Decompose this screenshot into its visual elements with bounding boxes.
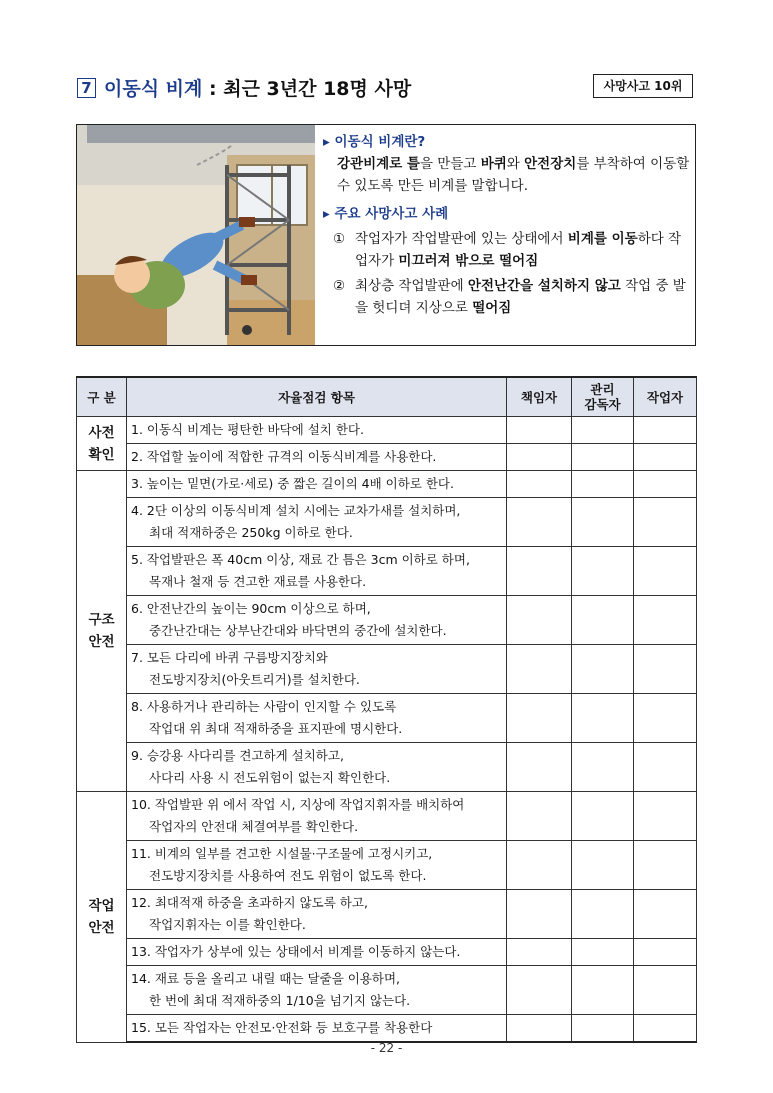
check-item-line: 13. 작업자가 상부에 있는 상태에서 비계를 이동하지 않는다. <box>131 944 461 959</box>
worker-check-cell[interactable] <box>634 890 697 939</box>
checklist-body <box>77 417 697 1043</box>
worker-check-cell[interactable] <box>634 792 697 841</box>
check-item-continuation: 전도방지장치(아웃트리거)를 설치한다. <box>149 672 360 687</box>
owner-check-cell[interactable] <box>507 743 572 792</box>
accident-case-1 <box>323 228 693 272</box>
check-item <box>127 471 507 498</box>
owner-check-cell[interactable] <box>507 547 572 596</box>
check-item-continuation: 사다리 사용 시 전도위험이 없는지 확인한다. <box>149 770 391 785</box>
definition-text-2: 와 <box>506 156 525 172</box>
table-row <box>77 743 697 792</box>
table-row <box>77 471 697 498</box>
check-item-continuation: 목재나 철재 등 견고한 재료를 사용한다. <box>149 574 367 589</box>
manager-check-cell[interactable] <box>572 547 634 596</box>
case-1-bold-2: 미끄러져 밖으로 떨어짐 <box>398 253 539 269</box>
check-item-continuation: 전도방지장치를 사용하여 전도 위험이 없도록 한다. <box>149 868 427 883</box>
manager-check-cell[interactable] <box>572 890 634 939</box>
worker-check-cell[interactable] <box>634 444 697 471</box>
check-item <box>127 596 507 645</box>
check-item-continuation: 한 번에 최대 적재하중의 1/10을 넘기지 않는다. <box>149 993 411 1008</box>
check-item <box>127 939 507 966</box>
manager-check-cell[interactable] <box>572 596 634 645</box>
check-item <box>127 547 507 596</box>
accident-case-2 <box>323 275 693 319</box>
check-item-line: 7. 모든 다리에 바퀴 구름방지장치와 <box>131 650 328 665</box>
table-row <box>77 596 697 645</box>
manager-check-cell[interactable] <box>572 471 634 498</box>
case-1-text-2: 하다 작업자가 <box>355 231 682 269</box>
check-item <box>127 694 507 743</box>
check-item-continuation: 작업자의 안전대 체결여부를 확인한다. <box>149 819 359 834</box>
owner-check-cell[interactable] <box>507 694 572 743</box>
header-category: 구 분 <box>77 377 127 417</box>
definition-heading: ▸ 이동식 비계란? <box>323 134 426 150</box>
page-title <box>104 74 411 101</box>
header-owner: 책임자 <box>507 377 572 417</box>
check-item-line: 2. 작업할 높이에 적합한 규격의 이동식비계를 사용한다. <box>131 449 437 464</box>
check-item-line: 3. 높이는 밑면(가로·세로) 중 짧은 길이의 4배 이하로 한다. <box>131 476 454 491</box>
manager-check-cell[interactable] <box>572 498 634 547</box>
manager-check-cell[interactable] <box>572 444 634 471</box>
worker-check-cell[interactable] <box>634 841 697 890</box>
header-item: 자율점검 항목 <box>127 377 507 417</box>
scaffold-fall-illustration <box>77 125 315 345</box>
owner-check-cell[interactable] <box>507 966 572 1015</box>
check-item-continuation: 중간난간대는 상부난간대와 바닥면의 중간에 설치한다. <box>149 623 447 638</box>
worker-check-cell[interactable] <box>634 694 697 743</box>
table-row <box>77 417 697 444</box>
page-number: - 22 - <box>370 1041 403 1055</box>
owner-check-cell[interactable] <box>507 471 572 498</box>
category-cell: 사전 확인 <box>77 417 127 471</box>
manager-check-cell[interactable] <box>572 939 634 966</box>
worker-check-cell[interactable] <box>634 498 697 547</box>
check-item-line: 15. 모든 작업자는 안전모·안전화 등 보호구를 착용한다 <box>131 1020 433 1035</box>
title-main: 이동식 비계 <box>104 78 203 100</box>
case-1-marker: ① <box>333 231 346 247</box>
table-row <box>77 792 697 841</box>
definition-bold-3: 안전장치 <box>524 156 577 172</box>
info-box <box>76 124 696 346</box>
manager-check-cell[interactable] <box>572 841 634 890</box>
check-item <box>127 1015 507 1043</box>
check-item <box>127 890 507 939</box>
check-item <box>127 417 507 444</box>
info-text-panel <box>323 129 693 319</box>
title-number-box: 7 <box>77 78 96 98</box>
definition-heading-text: 이동식 비계란? <box>334 134 426 150</box>
owner-check-cell[interactable] <box>507 890 572 939</box>
owner-check-cell[interactable] <box>507 645 572 694</box>
check-item-continuation: 최대 적재하중은 250kg 이하로 한다. <box>149 525 353 540</box>
table-row <box>77 498 697 547</box>
owner-check-cell[interactable] <box>507 792 572 841</box>
owner-check-cell[interactable] <box>507 417 572 444</box>
header-worker: 작업자 <box>634 377 697 417</box>
table-row <box>77 547 697 596</box>
check-item <box>127 743 507 792</box>
table-row <box>77 645 697 694</box>
check-item <box>127 841 507 890</box>
definition-bold-2: 바퀴 <box>480 156 507 172</box>
worker-check-cell[interactable] <box>634 939 697 966</box>
worker-check-cell[interactable] <box>634 645 697 694</box>
worker-check-cell[interactable] <box>634 966 697 1015</box>
check-item-line: 1. 이동식 비계는 평탄한 바닥에 설치 한다. <box>131 422 364 437</box>
manager-check-cell[interactable] <box>572 1015 634 1043</box>
check-item <box>127 966 507 1015</box>
worker-check-cell[interactable] <box>634 417 697 444</box>
worker-check-cell[interactable] <box>634 596 697 645</box>
case-2-bold-1: 안전난간을 설치하지 않고 <box>467 278 621 294</box>
table-row <box>77 966 697 1015</box>
check-item-line: 14. 재료 등을 올리고 내릴 때는 달줄을 이용하며, <box>131 971 401 986</box>
owner-check-cell[interactable] <box>507 1015 572 1043</box>
table-row <box>77 841 697 890</box>
check-item-line: 4. 2단 이상의 이동식비계 설치 시에는 교차가새를 설치하며, <box>131 503 461 518</box>
case-2-bold-2: 떨어짐 <box>472 300 512 316</box>
definition-bold-1: 강관비계로 틀 <box>337 156 420 172</box>
accident-cases-heading: ▸ 주요 사망사고 사례 <box>323 206 449 222</box>
check-item-continuation: 작업대 위 최대 적재하중을 표지판에 명시한다. <box>149 721 403 736</box>
manager-check-cell[interactable] <box>572 645 634 694</box>
manager-check-cell[interactable] <box>572 417 634 444</box>
owner-check-cell[interactable] <box>507 498 572 547</box>
owner-check-cell[interactable] <box>507 939 572 966</box>
table-row <box>77 890 697 939</box>
case-1-bold-1: 비계를 이동 <box>567 231 638 247</box>
owner-check-cell[interactable] <box>507 444 572 471</box>
check-item <box>127 444 507 471</box>
case-1-text-1: 작업자가 작업발판에 있는 상태에서 <box>355 231 568 247</box>
check-item-line: 12. 최대적재 하중을 초과하지 않도록 하고, <box>131 895 368 910</box>
table-row <box>77 1015 697 1043</box>
definition-text <box>323 153 693 197</box>
manager-check-cell[interactable] <box>572 743 634 792</box>
checklist-header-row <box>77 377 697 417</box>
owner-check-cell[interactable] <box>507 841 572 890</box>
accident-cases-heading-text: 주요 사망사고 사례 <box>334 206 449 222</box>
checklist-table <box>76 376 697 1043</box>
death-rank-badge: 사망사고 10위 <box>593 74 693 98</box>
check-item-line: 9. 승강용 사다리를 견고하게 설치하고, <box>131 748 344 763</box>
title-subtitle: : 최근 3년간 18명 사망 <box>202 78 412 100</box>
table-row <box>77 444 697 471</box>
case-2-text-1: 최상층 작업발판에 <box>355 278 468 294</box>
check-item-line: 10. 작업발판 위 에서 작업 시, 지상에 작업지휘자를 배치하여 <box>131 797 465 812</box>
check-item <box>127 792 507 841</box>
check-item <box>127 498 507 547</box>
case-2-marker: ② <box>333 278 346 294</box>
case-2-text-2: 작업 중 발을 헛디뎌 지상으로 <box>355 278 686 316</box>
check-item <box>127 645 507 694</box>
check-item-line: 8. 사용하거나 관리하는 사람이 인지할 수 있도록 <box>131 699 397 714</box>
worker-check-cell[interactable] <box>634 471 697 498</box>
worker-check-cell[interactable] <box>634 547 697 596</box>
worker-check-cell[interactable] <box>634 1015 697 1043</box>
check-item-line: 6. 안전난간의 높이는 90cm 이상으로 하며, <box>131 601 371 616</box>
table-row <box>77 694 697 743</box>
category-cell: 구조 안전 <box>77 471 127 792</box>
manager-check-cell[interactable] <box>572 792 634 841</box>
definition-text-3: 를 부착하여 이동할 수 있도록 만든 비계를 말합니다. <box>337 156 690 194</box>
check-item-continuation: 작업지휘자는 이를 확인한다. <box>149 917 306 932</box>
owner-check-cell[interactable] <box>507 596 572 645</box>
definition-text-1: 을 만들고 <box>419 156 481 172</box>
category-cell: 작업 안전 <box>77 792 127 1043</box>
manager-check-cell[interactable] <box>572 694 634 743</box>
worker-check-cell[interactable] <box>634 743 697 792</box>
check-item-line: 5. 작업발판은 폭 40cm 이상, 재료 간 틈은 3cm 이하로 하며, <box>131 552 470 567</box>
manager-check-cell[interactable] <box>572 966 634 1015</box>
check-item-line: 11. 비계의 일부를 견고한 시설물·구조물에 고정시키고, <box>131 846 433 861</box>
table-row <box>77 939 697 966</box>
header-manager: 관리 감독자 <box>572 377 634 417</box>
